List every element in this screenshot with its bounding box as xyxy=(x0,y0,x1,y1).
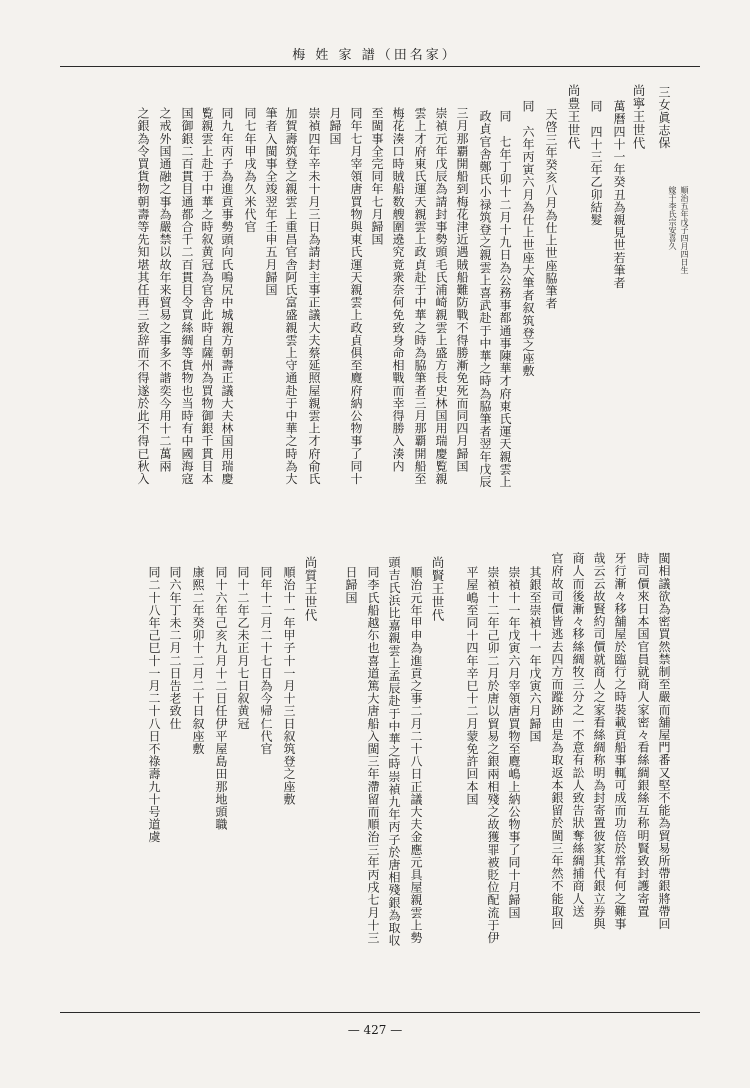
text-column: 官府故司價皆逃去四方而蹤跡由是為取返本銀留於閩三年然不能取回 xyxy=(550,552,564,930)
text-column: 同年十二月二十七日為今帰仁代官 xyxy=(259,566,273,755)
text-column: 梅花湊口時賊船数艘圍遶究竟衆奈何免致身命相戰而幸得勝入湊内 xyxy=(391,107,405,473)
text-column: 至閩事全完同年七月歸国 xyxy=(370,107,384,246)
text-column: 哉云云故賢約司價就商人之家看絲綢称明為封寄置彼家其代銀立券與 xyxy=(592,552,606,930)
text-column: 萬曆四十一年癸丑為親見世若筆者 xyxy=(612,100,626,289)
text-column: 同十六年己亥九月十二日任伊平屋島田那地頭職 xyxy=(214,566,228,831)
text-column: 天啓三年癸亥八月為仕上世座脇筆者 xyxy=(544,108,558,310)
annotation-birth: 順治五年戊子四月四日生 xyxy=(680,186,689,274)
text-column: 時司價來日本国官員就商人家密々看絲綢銀絲互称明賢致封護寄置 xyxy=(636,552,650,918)
text-column: 平屋嶋至同十四年辛巳十二月蒙免許回本国 xyxy=(465,566,479,806)
text-column: 崇禎元年戊辰為請封事勢頭毛氏浦崎親雲上盛方長史林国用瑞慶覧親 xyxy=(434,107,448,485)
text-column: 崇禎四年辛未十月三日為請封主事正議大夫蔡延照屋親雲上才府俞氏 xyxy=(307,107,321,485)
page-number: — 427 — xyxy=(347,1023,403,1037)
text-column: 商人而後漸々移絲綢牧三分之一不意有訟人致告狀奪絲綢捕商人送 xyxy=(571,552,585,918)
text-column: 其銀至崇禎十一年戊寅六月歸国 xyxy=(528,566,542,743)
reign-heading: 尚寧王世代 xyxy=(631,84,646,150)
text-column: 覧親雲上赴于中華之時叙黄冠為官舎此時自薩州為買物御銀千貫目本 xyxy=(200,107,214,485)
text-column: 同六年丁未二月二日告老致仕 xyxy=(168,566,182,730)
text-column: 同 四十三年乙卯結髮 xyxy=(589,100,603,226)
text-column: 崇禎十一年戊寅六月宰領唐買物至麑嶋上納公物事了同十月歸国 xyxy=(507,566,521,919)
header-rule xyxy=(60,66,700,67)
text-column: 同 七年丁卯十二月十九日為公務事都通事陳華才府東氏運天親雲上 xyxy=(498,110,512,488)
text-column: 同年七月宰領唐買物與東氏運天親雲上政貞俱至麑府納公物事了同十 xyxy=(349,107,363,485)
text-column: 筆者入閩事全竣翌年壬申五月歸国 xyxy=(264,107,278,296)
text-column: 同十二年乙未正月七日叙黄冠 xyxy=(236,566,250,730)
text-column: 順治元年甲申為進貢之事二月二十八日正議大夫金應元具屋親雲上勢 xyxy=(409,566,423,944)
text-column: 月歸国 xyxy=(328,107,342,145)
text-column: 加賀壽筑登之親雲上重昌官舎阿氏富盛親雲上守通赴于中華之時為大 xyxy=(284,107,298,485)
text-column: 同李氏船越尓也喜道篤大唐船入閩三年滯留而順治三年丙戌七月十三 xyxy=(366,566,380,944)
footer-rule xyxy=(60,1012,700,1013)
text-column: 崇禎十二年己卯二月於唐以貿易之銀兩相殘之故獲罪被貶位配流于伊 xyxy=(486,566,500,944)
page-header: 梅 姓 家 譜（田名家） xyxy=(292,48,458,63)
text-column: 同九年丙子為進貢事勢頭向氏鳴尻中城親方朝壽正議大夫林国用瑞慶 xyxy=(220,107,234,485)
text-column: 閩相議欲為密買然禁制至嚴而舖屋門番又堅不能為貿易所帶銀將帶回 xyxy=(657,552,671,930)
text-column: 日歸国 xyxy=(344,566,358,604)
text-column: 頭吉氏浜比嘉親雲上孟辰赴于中華之時崇禎九年丙子於唐相殘銀為取収 xyxy=(387,556,401,947)
text-column: 同七年甲戌為久米代官 xyxy=(243,107,257,233)
annotation-marriage: 嫁于李氏宗安喜久 xyxy=(668,186,677,250)
text-column: 之銀為令買貨物朝壽等先知堪其任再三致辞而不得遂於此不得已秋入 xyxy=(136,107,150,485)
text-column: 国御銀二百貫目通都合千二百貫目令買絲綢等貨物也当時有中國海寇 xyxy=(180,107,194,485)
text-column: 之戒外国通融之事為嚴禁以故年来貿易之事多不諧奕今用十二萬兩 xyxy=(158,107,172,473)
reign-heading: 尚豊王世代 xyxy=(566,84,581,150)
text-column: 同 六年丙寅六月為仕上世座大筆者叙筑登之座敷 xyxy=(521,100,535,378)
text-column: 三月那覇開船到梅花津近遇賊船難防戰不得勝漸免死而同四月歸国 xyxy=(455,107,469,473)
text-column: 牙行漸々移舖屋於臨行之時裝載貢船事輒可成而功倍於常有何之難事 xyxy=(613,552,627,930)
text-column: 雲上才府東氏運天親雲上政貞赴于中華之時為脇筆者三月那覇開船至 xyxy=(413,107,427,485)
text-column: 三女眞志保 xyxy=(657,86,671,149)
reign-heading: 尚賢王世代 xyxy=(430,556,445,622)
reign-heading: 尚質王世代 xyxy=(303,556,318,622)
text-column: 康熙二年癸卯十二月二十日叙座敷 xyxy=(191,566,205,755)
text-column: 同二十八年己巳十一月二十八日不祿壽九十号道虞 xyxy=(147,566,161,844)
text-column: 政貞官舎鄭氏小禄筑登之親雲上喜武赴于中華之時為脇筆者翌年戊辰 xyxy=(478,110,492,488)
text-column: 順治十一年甲子十一月十三日叙筑登之座敷 xyxy=(282,566,296,806)
